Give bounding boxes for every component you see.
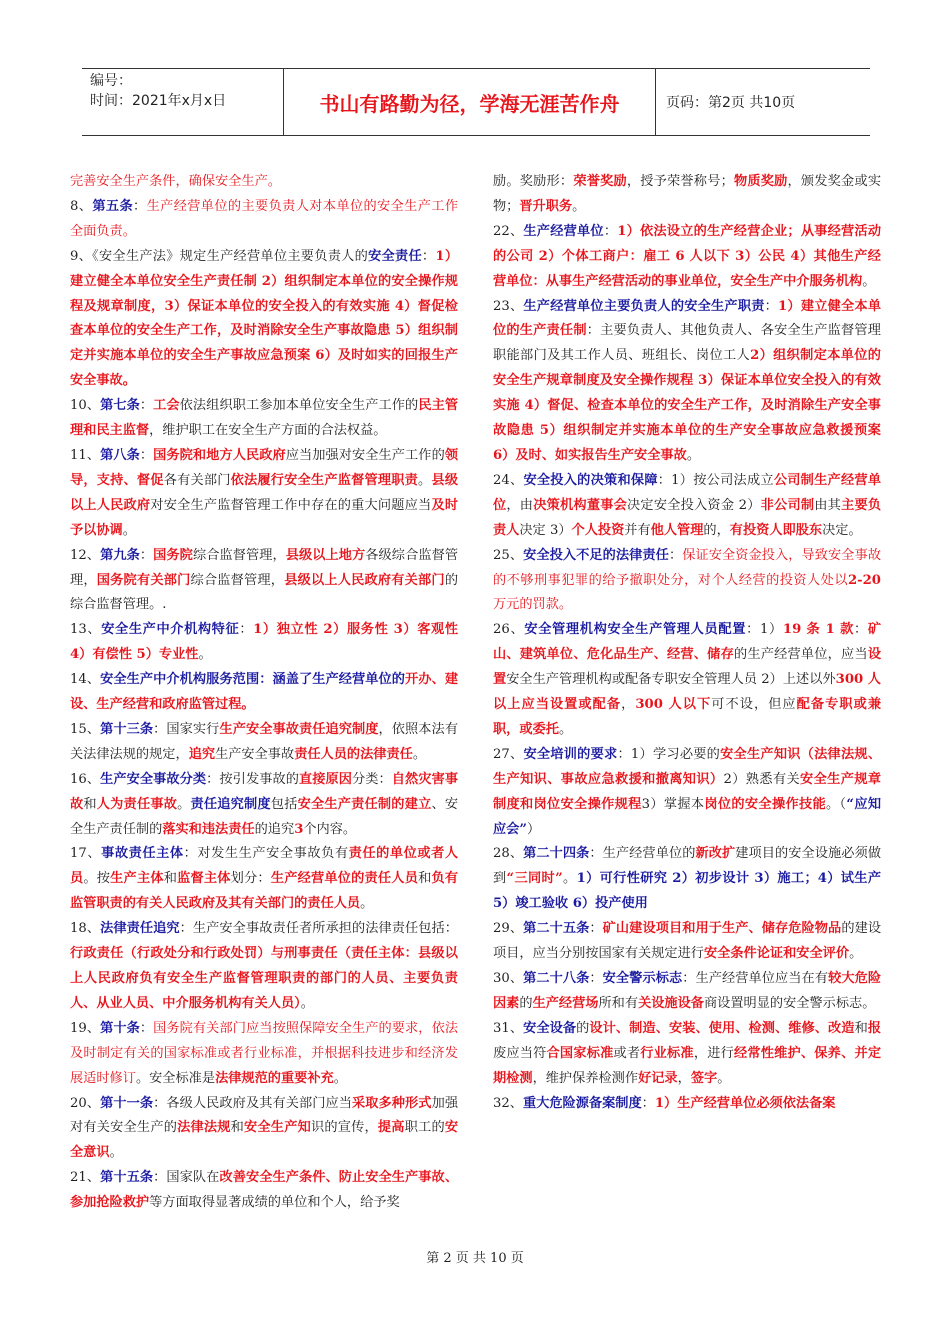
text-run: 提高 [377, 1120, 405, 1136]
text-run: 矿山建设项目和用于生产、储存危险物品 [602, 921, 842, 937]
text-run: 第九条 [100, 547, 140, 563]
text-run: 1）生产经营单位必须依法备案 [654, 1095, 836, 1111]
text-run: 19、 [70, 1020, 101, 1036]
text-run: ： [641, 1095, 655, 1111]
text-run: 32、 [493, 1095, 523, 1111]
text-run: 综合监督管理， [192, 547, 286, 563]
text-run: 保证安全资金投入，导致安全事故的不够刑事犯罪的给予撤职处分，对个人经营的投资人处以 [493, 547, 882, 588]
text-run: ，授予荣誉称号； [626, 174, 734, 189]
text-run: 和 [230, 1120, 245, 1136]
list-item [493, 743, 881, 843]
text-run: 25、 [493, 547, 524, 563]
text-run: 第七条 [100, 398, 140, 414]
list-item [70, 444, 458, 544]
text-run: ，颁发奖金或实物； [493, 174, 882, 214]
text-run: 第五条 [92, 198, 134, 214]
text-run: 负有监管职责的有关人民政府及其有关部门的责任人员 [70, 871, 459, 912]
text-run: 商设置明显的安全警示标志。 [704, 995, 876, 1011]
text-run: 21、 [70, 1170, 101, 1186]
list-item [493, 170, 881, 220]
text-run: 第十一条 [100, 1095, 154, 1111]
text-run: 第二十五条 [523, 921, 590, 937]
text-run: 的追究 [254, 821, 295, 837]
text-run: 万元的罚款。 [493, 597, 573, 613]
text-run: 依法组织职工参加本单位安全生产工作的 [179, 398, 419, 414]
text-run: 依法履行安全生产监督管理职责 [230, 472, 419, 488]
text-run: 决定安全投入资金 2） [627, 497, 761, 513]
text-run: 矿山、建筑单位、危化品生产、经营、储存 [493, 622, 882, 663]
page-header [82, 68, 870, 136]
text-run: ：各级人民政府及其有关部门应当 [153, 1095, 353, 1111]
text-run: ：主要负责人、其他负责人、各安全生产监督管理职能部门及其工作人员、班组长、岗位工人 [493, 323, 881, 364]
text-run: ：国家队在 [153, 1170, 220, 1186]
text-run: 县级以上人民政府 [70, 472, 459, 513]
text-run: 改善安全生产条件、防止安全生产事故、参加抢险救护 [70, 1170, 459, 1211]
text-run: 对安全生产监督管理工作中存在的重大问题应当 [150, 497, 432, 513]
text-run: 责任的单位或者人员 [70, 846, 459, 887]
text-run: 采取多种形式 [352, 1095, 432, 1111]
text-run: ： [603, 223, 618, 239]
text-run: ： [239, 622, 254, 638]
text-run: 应当加强对安全生产工作的 [285, 447, 445, 463]
text-run: 分类： [352, 771, 392, 787]
text-run: 国务院有关部门 [96, 572, 191, 588]
text-run: 的 [576, 1020, 590, 1036]
text-run: 安全生产规章制度和岗位安全操作规程 [493, 771, 882, 812]
text-run: 生产经营单位的责任人员 [270, 871, 419, 887]
text-run: “三同时” [506, 871, 563, 887]
text-run: 3 [294, 821, 304, 837]
text-run: 各级综合监督管理， [70, 547, 459, 588]
right-column [493, 170, 881, 1116]
text-run: 主要负责人 [493, 497, 882, 538]
list-item [493, 1017, 881, 1092]
text-run: 安全培训的要求 [523, 746, 618, 762]
text-run: ） [526, 821, 541, 837]
text-run: 。 [177, 796, 191, 812]
list-item [493, 842, 881, 917]
text-run: 。 [360, 896, 374, 912]
text-run: ： [139, 1020, 154, 1036]
list-item [70, 245, 458, 394]
text-run: ， [621, 697, 636, 713]
text-run: ：1）按公司法成立 [657, 472, 774, 488]
text-run: 13、 [70, 622, 102, 638]
text-run: 19 条 1 款 [782, 622, 854, 638]
text-run: 县级以上地方 [285, 547, 366, 563]
text-run: 2-20 [847, 572, 881, 588]
text-run: 关设施设备 [638, 995, 704, 1011]
text-run: 9、《安全生产法》规定生产经营单位主要负责人的 [70, 248, 369, 264]
text-run: 生产经营场 [532, 995, 599, 1011]
text-run: 。 [300, 995, 314, 1011]
text-run: 17、 [70, 846, 102, 862]
text-run: 或者 [613, 1045, 641, 1061]
text-run: ： [133, 198, 147, 214]
text-run: 等方面取得显著成绩的单位和个人，给予奖 [149, 1195, 400, 1211]
text-run: ： [139, 547, 154, 563]
text-run: 。 [333, 1070, 347, 1086]
text-run: 安全生产管理机构或配备专职安全管理人员 2）上述以外 [506, 672, 836, 688]
text-run: 的综合监督管理。. [70, 572, 459, 613]
text-run: 个内容。 [303, 821, 357, 837]
text-run: 励。奖励形： [493, 174, 574, 189]
text-run: 废应当符 [493, 1045, 547, 1061]
text-run: 。 [412, 746, 427, 762]
list-item [70, 1166, 458, 1216]
text-run: 第十条 [100, 1020, 140, 1036]
text-run: 的生产经营单位，应当 [733, 647, 868, 663]
text-run: 。安全标准是 [135, 1070, 216, 1086]
text-run: 晋升职务 [519, 198, 573, 214]
text-run: 安全生产中介机构特征 [101, 622, 240, 638]
text-run: ：生产经营单位的 [589, 846, 696, 862]
text-run: 责任追究制度 [190, 796, 271, 812]
text-run: 30、 [493, 971, 524, 986]
text-run: ：生产经营单位应当在有 [682, 971, 829, 986]
text-run: 安全生产责任制的建立 [297, 796, 432, 812]
text-run: ： [139, 398, 154, 414]
text-run: 安全警示标志 [602, 971, 683, 986]
text-run: 好记录 [638, 1070, 678, 1086]
text-run: 2）组织制定本单位的安全生产规章制度及安全操作规程 3）保证本单位安全投入的有效实施 4）督促、检查本单位的安全生产工作，及时消除生产安全事故隐患 5）组织制定并实施本单位的生产安全事故应急救援预案 6）及时、如实报告生产安全事故 [493, 348, 881, 463]
list-item [70, 718, 458, 768]
text-run: 。 [418, 472, 432, 488]
list-item [493, 220, 881, 295]
text-run: 自然灾害事故 [70, 771, 459, 812]
text-run: 有投资人即股东 [729, 522, 823, 538]
text-run: 1）独立性 2）服务性 3）客观性 4）有偿性 5）专业性 [70, 622, 459, 663]
text-run: ，由 [506, 497, 534, 513]
text-run: 的， [703, 522, 730, 538]
text-run: 安全管理机构安全生产管理人员配置 [524, 622, 747, 638]
text-run: 300 人以上应当设置或配备 [493, 672, 881, 713]
text-run: 重大危险源备案制度 [522, 1095, 642, 1111]
list-item [493, 544, 881, 619]
text-run: 22、 [493, 223, 524, 239]
text-run: 生产经营单位 [523, 223, 604, 239]
list-item [493, 1092, 881, 1117]
text-run: 和 [163, 871, 178, 887]
text-run: 法律规范的重要补充 [215, 1070, 334, 1086]
text-run: 。（ [825, 796, 847, 812]
text-run: 事故责任主体 [101, 846, 184, 862]
text-run: 10、 [70, 398, 101, 414]
text-run: ， [677, 1070, 691, 1086]
text-run: 完善安全生产条件，确保安全生产。 [70, 174, 281, 189]
list-item [70, 544, 458, 619]
text-run: 第二十四条 [523, 846, 590, 862]
text-run: 落实和违法责任 [162, 821, 255, 837]
list-item [70, 618, 458, 668]
text-run: 行政责任（行政处分和行政处罚）与刑事责任（责任主体：县级以上人民政府负有安全生产监督管理职责的部门的人员、主要负责人、从业人员、中介服务机构有关人员） [70, 946, 458, 1011]
text-run: 各有关部门 [163, 472, 231, 488]
text-run: 。 [849, 946, 863, 962]
list-item [70, 1017, 458, 1092]
text-run: ： [668, 547, 683, 563]
text-run: 安全生产中介机构服务范围：涵盖了生产经营单位的 [100, 672, 406, 688]
text-run: 16、 [70, 771, 101, 787]
text-run: 生产安全事故 [215, 746, 295, 762]
text-run: 。 [572, 198, 586, 214]
text-run: 2）熟悉有关 [723, 771, 801, 787]
text-run: 国务院有关部门应当按照保障安全生产的要求，依法及时制定有关的国家标准或者行业标准，并根据科技进步和经济发展适时修订 [70, 1020, 459, 1086]
text-run: 人为责任事故 [96, 796, 178, 812]
text-run: 职工的 [404, 1120, 445, 1136]
text-run: 综合监督管理， [190, 572, 285, 588]
text-run: 新改扩 [695, 846, 736, 862]
list-item [493, 295, 881, 469]
text-run: 和 [83, 796, 97, 812]
header-meta [82, 69, 284, 135]
text-run: 签字 [690, 1070, 718, 1086]
text-run: 。 [562, 871, 577, 887]
text-run: 生产经营单位的主要负责人对本单位的安全生产工作全面负责。 [70, 198, 459, 239]
list-item [493, 618, 881, 743]
list-item [493, 917, 881, 967]
list-item [70, 768, 458, 843]
text-run: 配备专职或兼职，或委托 [493, 697, 882, 737]
text-run: 。 [109, 1145, 123, 1161]
text-run: 生产安全事故责任追究制度 [219, 721, 379, 737]
text-run: ： [764, 298, 779, 314]
text-run: 第二十八条 [523, 971, 590, 986]
text-run: 个人投资 [571, 522, 625, 538]
text-run: 监督主体 [177, 871, 231, 887]
text-run: 县级以上人民政府有关部门 [284, 572, 445, 588]
text-run: 识的宣传， [310, 1120, 378, 1136]
text-run: 及时予以协调 [70, 497, 459, 538]
text-run: ，维护保养检测作 [532, 1070, 639, 1086]
text-run: 20、 [70, 1095, 101, 1111]
text-run: 18、 [70, 921, 101, 937]
text-run: 安全生产知识（法律法规、生产知识、事故应急救援和撤离知识） [493, 746, 882, 787]
list-item [493, 469, 881, 544]
document-date-label: 时间：2021年x月x日 [90, 93, 227, 109]
text-run: 国务院 [153, 547, 193, 563]
text-run: 安全意识 [70, 1120, 459, 1161]
text-run: 安全条件论证和安全评价 [704, 946, 850, 962]
document-number-label: 编号： [90, 73, 132, 89]
text-run: 1）可行性研究 2）初步设计 3）施工；4）试生产 5）竣工验收 6）投产使用 [493, 871, 882, 912]
text-run: 合国家标准 [546, 1045, 614, 1061]
text-run: 1）依法设立的生产经营企业；从事经营活动的公司 2）个体工商户：雇工 6 人以下 3）公民 4）其他生产经营单位：从事生产经营活动的事业单位，安全生产中介服务机构 [493, 223, 882, 289]
text-run: 14、 [70, 672, 101, 688]
text-run: 国务院和地方人民政府 [153, 447, 286, 463]
text-run: 24、 [493, 472, 524, 488]
list-item [70, 842, 458, 917]
text-run: 建项目的安全设施必须做到 [493, 846, 882, 887]
text-run: 12、 [70, 547, 101, 563]
text-run: 8、 [70, 198, 93, 214]
text-run: 和 [418, 871, 432, 887]
text-run: 较大危险因素 [493, 971, 882, 1011]
text-run: ：1）学习必要的 [617, 746, 721, 762]
text-run: 决定。 [822, 522, 862, 538]
text-run: 由其 [814, 497, 842, 513]
text-run: 安全设备 [523, 1020, 577, 1036]
text-run: 。 [717, 1070, 731, 1086]
left-column [70, 170, 458, 1216]
text-run: 决定 3） [519, 522, 572, 538]
text-run: 28、 [493, 846, 524, 862]
text-run: 31、 [493, 1020, 524, 1036]
text-run: 荣誉奖励 [573, 174, 627, 189]
text-run: 生产主体 [110, 871, 164, 887]
text-run: 行业标准 [640, 1045, 694, 1061]
text-run: 经常性维护、保养、并定期检测 [493, 1045, 882, 1086]
text-run: 报 [867, 1020, 882, 1036]
text-run: 公司制生产经营单位 [493, 472, 882, 513]
text-run: 和 [854, 1020, 868, 1036]
text-run: 划分： [230, 871, 271, 887]
text-run: “应知应会” [493, 796, 882, 837]
text-run: ： [853, 622, 868, 638]
text-run: 27、 [493, 746, 524, 762]
text-run: 并有 [624, 522, 651, 538]
text-run: ： [421, 248, 436, 264]
text-run: 法律责任追究 [100, 921, 180, 937]
text-run: 29、 [493, 921, 524, 937]
text-run: 11、 [70, 447, 101, 463]
text-run: 1）建立健全本单位的生产责任制 [493, 298, 882, 339]
text-run: 生产经营单位主要负责人的安全生产职责 [523, 298, 765, 314]
list-item [70, 195, 458, 245]
list-item [70, 917, 458, 1017]
text-run: 加强对有关安全生产的 [70, 1095, 459, 1136]
text-run: 安全责任 [368, 248, 422, 264]
text-run: 、安全生产责任制的 [70, 796, 459, 837]
text-run: 第八条 [100, 447, 140, 463]
text-run: 安全投入不足的法律责任 [523, 547, 669, 563]
list-item [70, 668, 458, 718]
text-run: 包括 [270, 796, 298, 812]
text-run: ： [589, 971, 603, 986]
text-run: 。 [686, 447, 700, 463]
text-run: 所和有 [598, 995, 639, 1011]
text-run: 工会 [153, 398, 180, 414]
text-run: 安全生产知 [244, 1120, 311, 1136]
text-run: 开办、建设、生产经营和政府监管过程。 [70, 672, 459, 713]
text-run: ，进行 [693, 1045, 734, 1061]
header-motto: 书山有路勤为径，学海无涯苦作舟 [284, 69, 656, 135]
text-run: 追究 [188, 746, 216, 762]
text-run: 他人管理 [650, 522, 704, 538]
text-run: ： [589, 921, 603, 937]
text-run: 设置 [493, 647, 882, 688]
text-run: ：对发生生产安全事故负有 [183, 846, 349, 862]
text-run: 23、 [493, 298, 524, 314]
text-run: ，依照本法有关法律法规的规定， [70, 721, 459, 762]
text-run: 第十三条 [100, 721, 154, 737]
text-run: 决策机构董事会 [533, 497, 628, 513]
text-run: 可不设，但应 [711, 697, 797, 713]
text-run: 3）掌握本 [641, 796, 705, 812]
page-footer: 第 2 页 共 10 页 [426, 1251, 524, 1266]
text-run: 。 [198, 647, 212, 663]
text-run: ，维护职工在安全生产方面的合法权益。 [149, 423, 387, 439]
text-run: 。按 [83, 871, 111, 887]
text-run: ：国家实行 [153, 721, 220, 737]
list-item [70, 1092, 458, 1167]
text-run: 26、 [493, 622, 525, 638]
text-run: 直接原因 [298, 771, 353, 787]
text-run: ：生产安全事故责任者所承担的法律责任包括： [179, 921, 458, 937]
header-page-number: 页码：第2页 共10页 [666, 95, 796, 111]
text-run: 安全投入的决策和保障 [523, 472, 658, 488]
text-run: 生产安全事故分类 [100, 771, 207, 787]
list-item [493, 967, 881, 1017]
text-run: 300 人以下 [635, 697, 712, 713]
list-item [70, 394, 458, 444]
text-run: 。 [122, 522, 136, 538]
text-run: 非公司制 [760, 497, 815, 513]
text-run: 民主管理和民主监督 [70, 398, 459, 439]
text-run: 15、 [70, 721, 101, 737]
list-item [70, 170, 458, 195]
text-run: 。 [862, 273, 876, 289]
text-run: 1）建立健全本单位安全生产责任制 2）组织制定本单位的安全操作规程及规章制度，3）保证本单位的安全投入的有效实施 4）督促检查本单位的安全生产工作，及时消除安全生产事故隐患 5）组织制定并实施本单位的安全生产事故应急预案 6）及时如实的回报生产安全事故。 [70, 248, 459, 389]
text-run: 。 [558, 721, 573, 737]
text-run: ： [139, 447, 154, 463]
text-run: ：1） [746, 622, 783, 638]
text-run: 的 [519, 995, 533, 1011]
text-run: 领导，支持、督促 [70, 447, 459, 488]
text-run: 责任人员的法律责任 [294, 746, 413, 762]
text-run: 法律法规 [177, 1120, 231, 1136]
text-run: 设计、制造、安装、使用、检测、维修、改造 [589, 1020, 855, 1036]
text-run: ：按引发事故的 [206, 771, 299, 787]
text-run: 第十五条 [100, 1170, 154, 1186]
text-run: 物质奖励 [733, 174, 788, 189]
text-run: 岗位的安全操作技能 [704, 796, 826, 812]
text-run: 的建设项目，应当分别按国家有关规定进行 [493, 921, 882, 962]
